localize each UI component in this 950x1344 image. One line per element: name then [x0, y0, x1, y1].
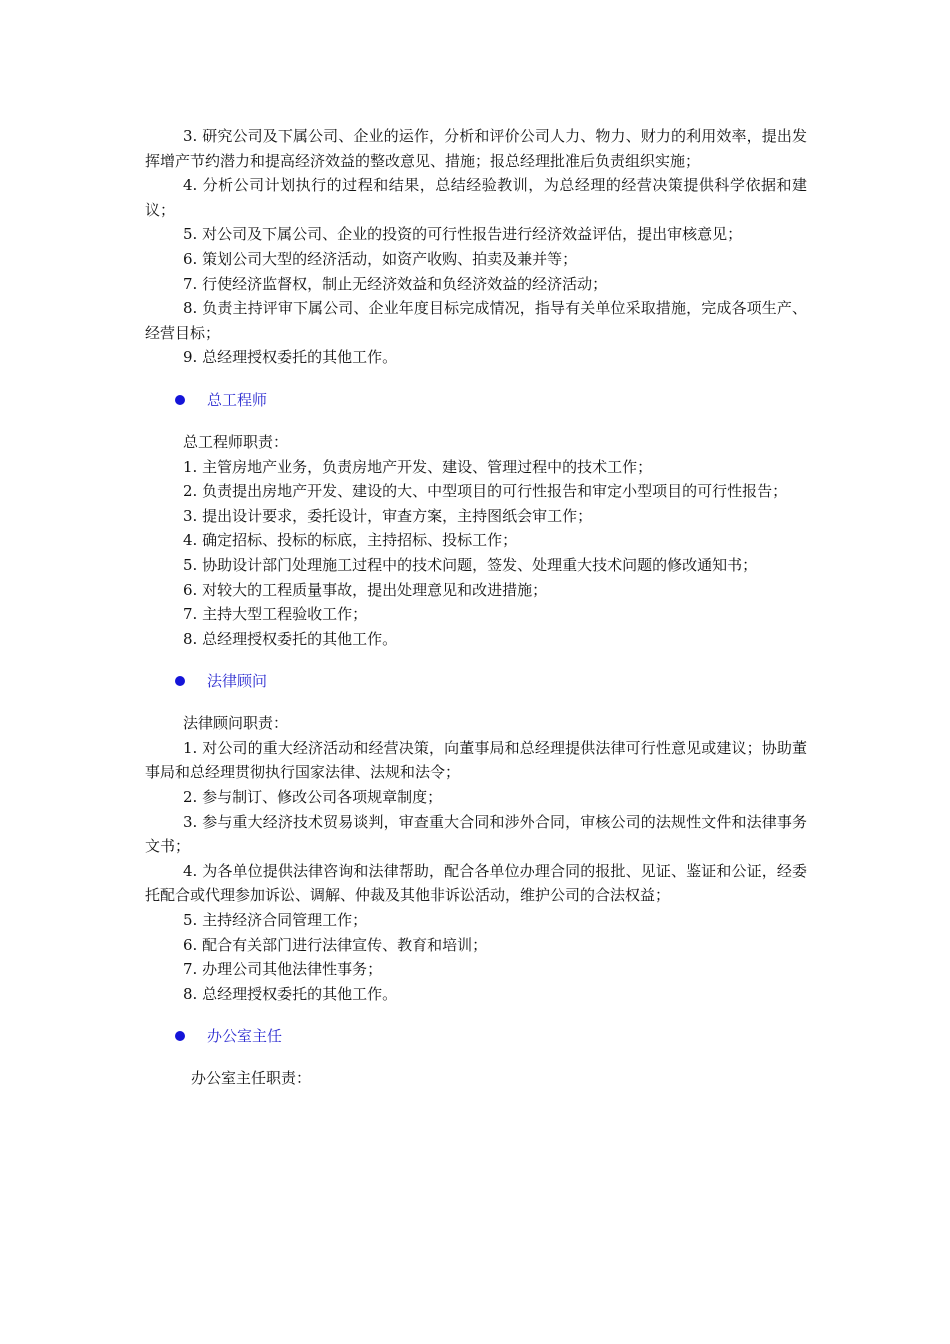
list-item: 1. 对公司的重大经济活动和经营决策，向董事局和总经理提供法律可行性意见或建议；协助董事局和总经理贯彻执行国家法律、法规和法令； [145, 738, 807, 782]
list-item: 1. 主管房地产业务，负责房地产开发、建设、管理过程中的技术工作； [183, 457, 653, 476]
chief-engineer-duties [145, 430, 807, 651]
list-item: 7. 办理公司其他法律性事务； [183, 960, 383, 979]
section-intro: 办公室主任职责： [191, 1069, 312, 1088]
bullet-dot-icon [175, 676, 185, 686]
list-item: 8. 负责主持评审下属公司、企业年度目标完成情况，指导有关单位采取措施，完成各项生产、经营目标； [145, 299, 807, 342]
gm-duties-continued [145, 124, 807, 370]
bullet-dot-icon [175, 1031, 185, 1041]
list-item: 2. 负责提出房地产开发、建设的大、中型项目的可行性报告和审定小型项目的可行性报告； [183, 482, 788, 501]
legal-duties [145, 711, 807, 1006]
list-item: 8. 总经理授权委托的其他工作。 [183, 629, 398, 648]
list-item: 5. 对公司及下属公司、企业的投资的可行性报告进行经济效益评估，提出审核意见； [183, 225, 743, 244]
section-intro: 法律顾问职责： [183, 714, 289, 733]
list-item: 4. 确定招标、投标的标底，主持招标、投标工作； [183, 531, 518, 550]
list-item: 6. 配合有关部门进行法律宣传、教育和培训； [183, 935, 488, 954]
section-heading-text: 办公室主任 [207, 1027, 283, 1046]
section-heading-text: 法律顾问 [207, 672, 268, 691]
list-item: 4. 为各单位提供法律咨询和法律帮助，配合各单位办理合同的报批、见证、鉴证和公证，经委托配合或代理参加诉讼、调解、仲裁及其他非诉讼活动，维护公司的合法权益； [145, 861, 807, 905]
list-item: 3. 提出设计要求，委托设计，审查方案，主持图纸会审工作； [183, 506, 593, 525]
list-item: 8. 总经理授权委托的其他工作。 [183, 984, 398, 1003]
section-intro: 总工程师职责： [183, 432, 289, 451]
list-item: 7. 主持大型工程验收工作； [183, 605, 368, 624]
bullet-dot-icon [175, 395, 185, 405]
list-item: 5. 协助设计部门处理施工过程中的技术问题，签发、处理重大技术问题的修改通知书； [183, 555, 758, 574]
list-item: 4. 分析公司计划执行的过程和结果，总结经验教训，为总经理的经营决策提供科学依据和建议； [145, 176, 807, 219]
list-item: 6. 对较大的工程质量事故，提出处理意见和改进措施； [183, 580, 548, 599]
section-heading-chief-engineer [145, 388, 807, 412]
section-heading-office [145, 1024, 807, 1048]
list-item: 9. 总经理授权委托的其他工作。 [183, 348, 398, 367]
list-item: 5. 主持经济合同管理工作； [183, 911, 368, 930]
section-heading-legal [145, 669, 807, 693]
list-item: 3. 研究公司及下属公司、企业的运作，分析和评价公司人力、物力、财力的利用效率，提出发挥增产节约潜力和提高经济效益的整改意见、措施；报总经理批准后负责组织实施； [145, 127, 807, 170]
document-page [145, 124, 807, 1091]
list-item: 7. 行使经济监督权，制止无经济效益和负经济效益的经济活动； [183, 274, 608, 293]
list-item: 2. 参与制订、修改公司各项规章制度； [183, 788, 443, 807]
section-heading-text: 总工程师 [207, 390, 268, 409]
list-item: 6. 策划公司大型的经济活动，如资产收购、拍卖及兼并等； [183, 249, 578, 268]
list-item: 3. 参与重大经济技术贸易谈判，审查重大合同和涉外合同，审核公司的法规性文件和法律事务文书； [145, 812, 807, 856]
